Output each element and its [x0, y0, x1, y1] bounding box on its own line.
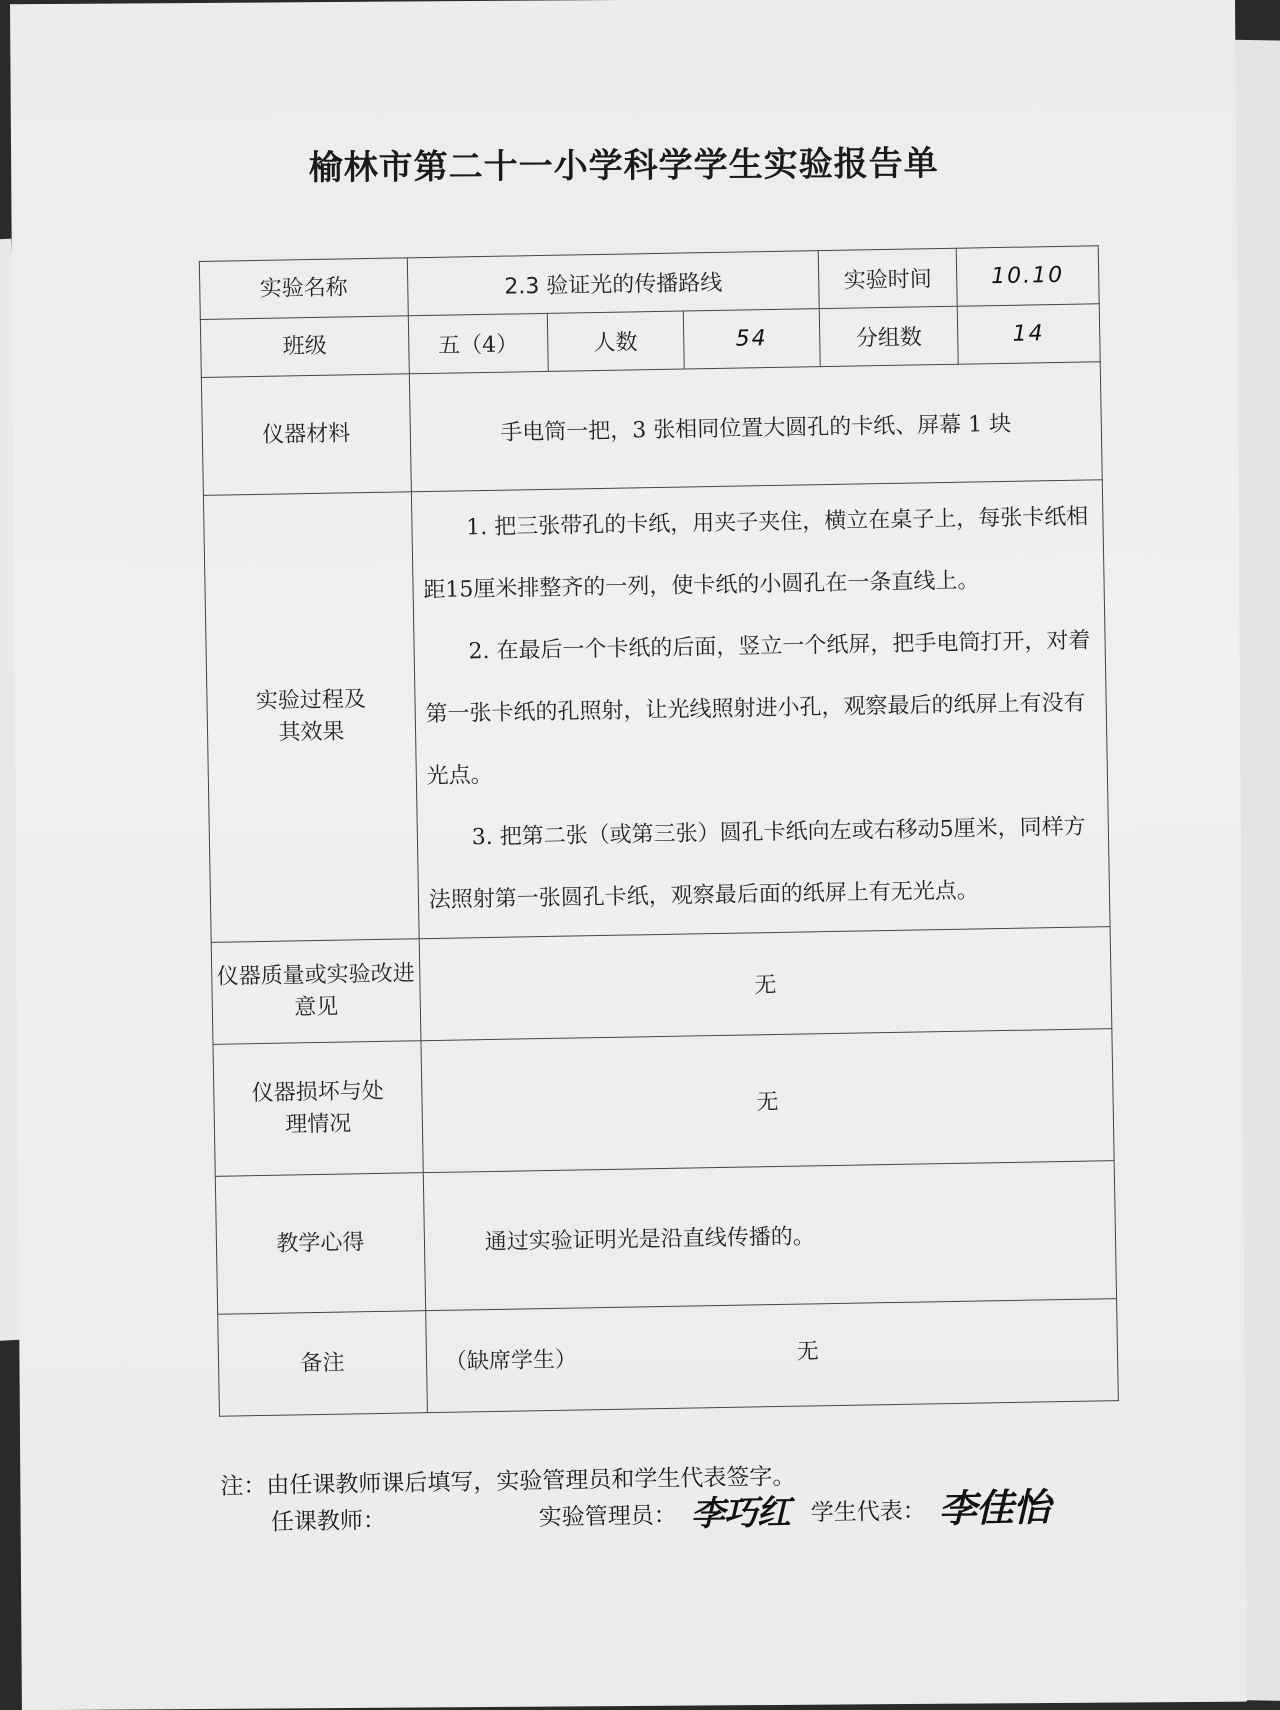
footer-note: 注：由任课教师课后填写，实验管理员和学生代表签字。: [220, 1463, 796, 1500]
row-materials: [201, 362, 1102, 496]
remarks-cell: [425, 1299, 1118, 1413]
materials-label: 仪器材料: [201, 374, 411, 496]
process-label: 实验过程及其效果: [203, 492, 419, 943]
page-title: 榆林市第二十一小学科学学生实验报告单: [308, 143, 939, 189]
remarks-value: 无: [796, 1339, 819, 1365]
admin-signature: 李巧红: [690, 1492, 791, 1535]
report-paper: [10, 0, 1247, 1710]
groups-value: 14: [957, 304, 1100, 364]
row-remarks: [218, 1299, 1119, 1417]
admin-label: 实验管理员：: [538, 1502, 678, 1532]
student-signature: 李佳怡: [938, 1485, 1051, 1532]
groups-label: 分组数: [819, 306, 958, 366]
count-label: 人数: [547, 311, 684, 371]
improve-value: 无: [419, 927, 1112, 1041]
name-value: 2.3 验证光的传播路线: [407, 251, 819, 316]
count-value: 54: [683, 309, 821, 369]
improve-label: 仪器质量或实验改进意见: [211, 939, 421, 1045]
student-label: 学生代表：: [810, 1498, 926, 1527]
remarks-sub: （缺席学生）: [444, 1347, 578, 1375]
time-label: 实验时间: [818, 248, 957, 308]
name-label: 实验名称: [199, 258, 408, 320]
row-process: [203, 480, 1110, 943]
damage-value: 无: [421, 1029, 1114, 1173]
reflection-value: 通过实验证明光是沿直线传播的。: [423, 1161, 1116, 1311]
report-table: [199, 245, 1119, 1417]
time-value: 10.10: [956, 246, 1099, 306]
row-reflection: [215, 1161, 1116, 1315]
process-step-1: 1. 把三张带孔的卡纸，用夹子夹住，横立在桌子上，每张卡纸相距15厘米排整齐的一列，使卡纸的小圆孔在一条直线上。: [423, 504, 1089, 604]
teacher-label: 任课教师：: [270, 1507, 387, 1536]
materials-value: 手电筒一把，3 张相同位置大圆孔的卡纸、屏幕 1 块: [409, 362, 1102, 492]
process-step-2: 2. 在最后一个卡纸的后面，竖立一个纸屏，把手电筒打开，对着第一张卡纸的孔照射，让光线照射进小孔，观察最后的纸屏上有没有光点。: [425, 628, 1091, 790]
remarks-label: 备注: [218, 1311, 428, 1417]
reflection-label: 教学心得: [215, 1173, 425, 1315]
row-damage: [213, 1029, 1114, 1177]
class-label: 班级: [200, 316, 409, 378]
class-value: 五（4）: [408, 313, 548, 373]
damage-label: 仪器损坏与处理情况: [213, 1041, 423, 1177]
process-step-3: 3. 把第二张（或第三张）圆孔卡纸向左或右移动5厘米，同样方法照射第一张圆孔卡纸，观察最后面的纸屏上有无光点。: [428, 814, 1086, 914]
process-content: [411, 480, 1110, 939]
row-improve: [211, 927, 1112, 1045]
